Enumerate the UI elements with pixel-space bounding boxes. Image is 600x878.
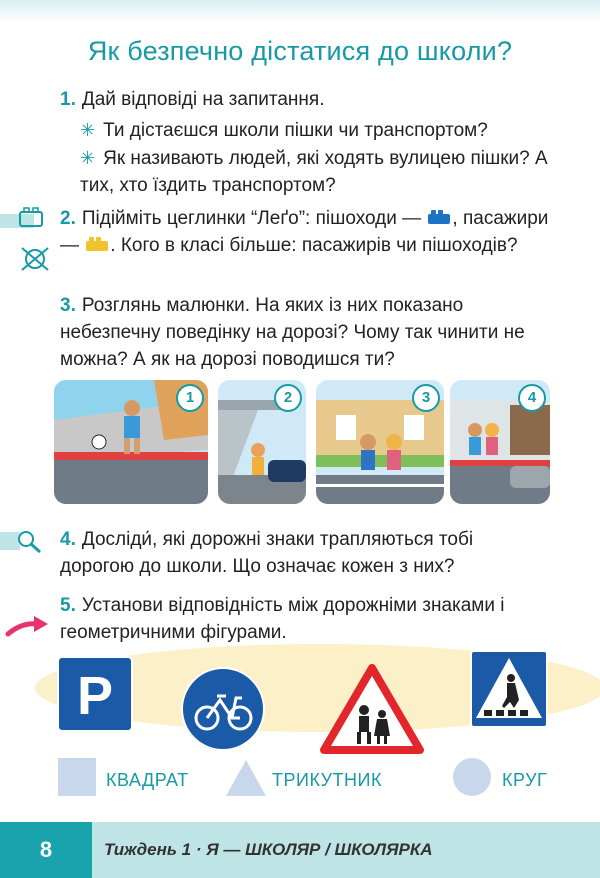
picture-2 bbox=[218, 380, 306, 504]
square-label: КВАДРАТ bbox=[106, 770, 189, 790]
page-number: 8 bbox=[0, 822, 92, 878]
picture-2-badge: 2 bbox=[274, 384, 302, 412]
task-5: 5. Установи відповідність між дорожніми знаками і геометричними фігурами. bbox=[60, 595, 505, 643]
children-warning-sign bbox=[320, 664, 424, 754]
task-3: 3. Розглянь малюнки. На яких із них показано небезпечну поведінку на дорозі? Чому так чинити не можна? А як на дорозі поводишся ти? bbox=[60, 295, 525, 370]
footer-chapter-title: Тиждень 1 · Я — ШКОЛЯР / ШКОЛЯРКА bbox=[104, 840, 433, 859]
task-4: 4. Досліди́, які дорожні знаки трапляються тобі дорогою до школи. Що означає кожен з них? bbox=[60, 529, 474, 577]
task-2: 2. Підійміть цеглинки “Леґо”: пішоходи — , пасажири — . Кого в класі більше: пасажирів чи пішоходів? bbox=[60, 208, 549, 256]
task-1-number: 1. bbox=[60, 89, 76, 110]
picture-4 bbox=[450, 380, 550, 504]
bicycle-path-sign bbox=[180, 666, 266, 752]
circle-shape bbox=[452, 757, 492, 797]
task-2-number: 2. bbox=[60, 208, 76, 229]
square-shape bbox=[58, 758, 98, 798]
magnifier-icon bbox=[0, 528, 48, 554]
blue-lego-icon bbox=[428, 214, 450, 224]
picture-1-badge: 1 bbox=[176, 384, 204, 412]
parking-sign bbox=[57, 656, 133, 732]
top-band bbox=[0, 0, 600, 22]
lego-icon bbox=[0, 206, 50, 234]
cooperation-icon bbox=[18, 244, 52, 274]
parking-letter: P bbox=[76, 666, 114, 726]
asterisk-icon: ✳ bbox=[80, 120, 96, 140]
yellow-lego-icon bbox=[86, 241, 108, 251]
picture-3 bbox=[316, 380, 444, 504]
triangle-label: ТРИКУТНИК bbox=[272, 770, 382, 790]
pointer-arrow-icon bbox=[4, 612, 50, 640]
picture-3-badge: 3 bbox=[412, 384, 440, 412]
task-1-bullet-2: ✳ Як називають людей, які ходять вулицею пішки? А тих, хто їздить транспортом? bbox=[80, 148, 548, 196]
pedestrian-crossing-sign bbox=[470, 650, 548, 728]
task-5-number: 5. bbox=[60, 595, 76, 616]
task-4-number: 4. bbox=[60, 529, 76, 550]
page-title: Як безпечно дістатися до школи? bbox=[87, 36, 513, 66]
asterisk-icon: ✳ bbox=[80, 148, 96, 168]
picture-1 bbox=[54, 380, 208, 504]
triangle-shape bbox=[226, 760, 266, 798]
task-1 bbox=[60, 86, 580, 113]
task-1-text: Дай відповіді на запитання. bbox=[81, 89, 325, 110]
picture-4-badge: 4 bbox=[518, 384, 546, 412]
task-1-bullet-1: ✳ Ти дістаєшся школи пішки чи транспортом? bbox=[80, 120, 488, 141]
circle-label: КРУГ bbox=[502, 770, 548, 790]
task-3-number: 3. bbox=[60, 295, 76, 316]
